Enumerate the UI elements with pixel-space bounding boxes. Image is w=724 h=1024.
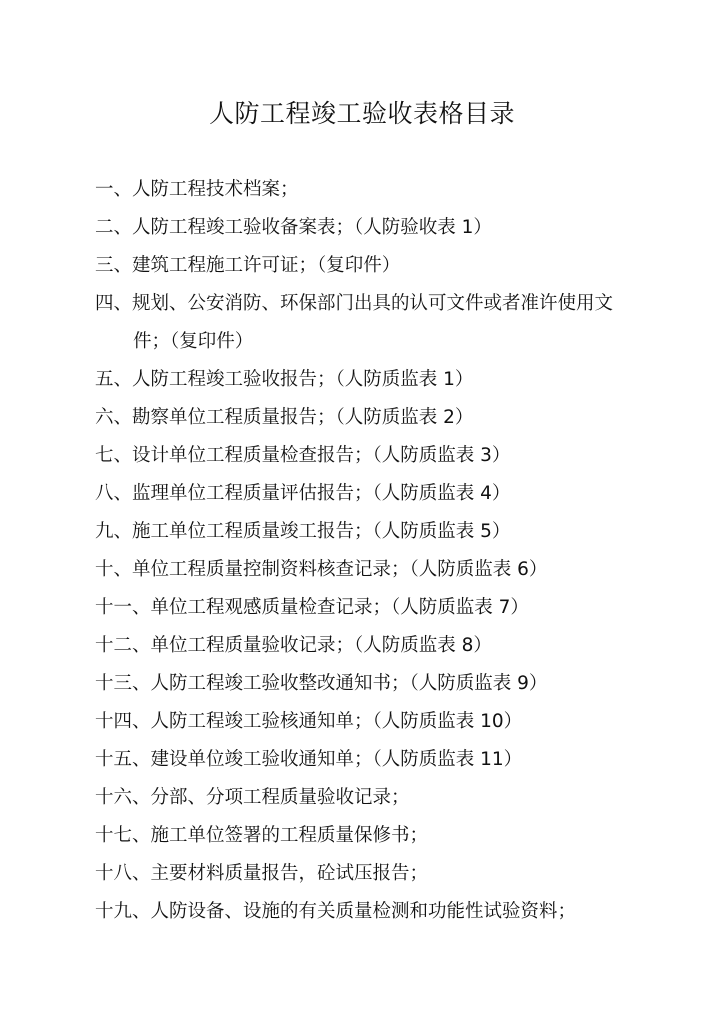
list-item: 六、勘察单位工程质量报告；（人防质监表 2） — [95, 407, 474, 428]
list-item: 四、规划、公安消防、环保部门出具的认可文件或者准许使用文件；（复印件） — [95, 293, 614, 352]
list-item: 三、建筑工程施工许可证；（复印件） — [95, 255, 401, 276]
catalog-list — [95, 171, 640, 931]
list-item: 八、监理单位工程质量评估报告；（人防质监表 4） — [95, 483, 511, 504]
list-item: 一、人防工程技术档案； — [95, 179, 299, 200]
list-item: 十七、施工单位签署的工程质量保修书； — [95, 825, 429, 846]
list-item: 七、设计单位工程质量检查报告；（人防质监表 3） — [95, 445, 511, 466]
list-item: 十五、建设单位竣工验收通知单；（人防质监表 11） — [95, 749, 523, 770]
list-item: 十二、单位工程质量验收记录；（人防质监表 8） — [95, 635, 492, 656]
list-item: 十四、人防工程竣工验核通知单；（人防质监表 10） — [95, 711, 523, 732]
page-title: 人防工程竣工验收表格目录 — [208, 99, 515, 128]
list-item: 二、人防工程竣工验收备案表；（人防验收表 1） — [95, 217, 492, 238]
list-item: 十九、人防设备、设施的有关质量检测和功能性试验资料； — [95, 901, 577, 922]
list-item: 十六、分部、分项工程质量验收记录； — [95, 787, 410, 808]
list-item: 九、施工单位工程质量竣工报告；（人防质监表 5） — [95, 521, 511, 542]
list-item: 十八、主要材料质量报告，砼试压报告； — [95, 863, 429, 884]
list-item: 十、单位工程质量控制资料核查记录；（人防质监表 6） — [95, 559, 548, 580]
list-item: 十一、单位工程观感质量检查记录；（人防质监表 7） — [95, 597, 529, 618]
list-item: 五、人防工程竣工验收报告；（人防质监表 1） — [95, 369, 474, 390]
list-item: 十三、人防工程竣工验收整改通知书；（人防质监表 9） — [95, 673, 548, 694]
